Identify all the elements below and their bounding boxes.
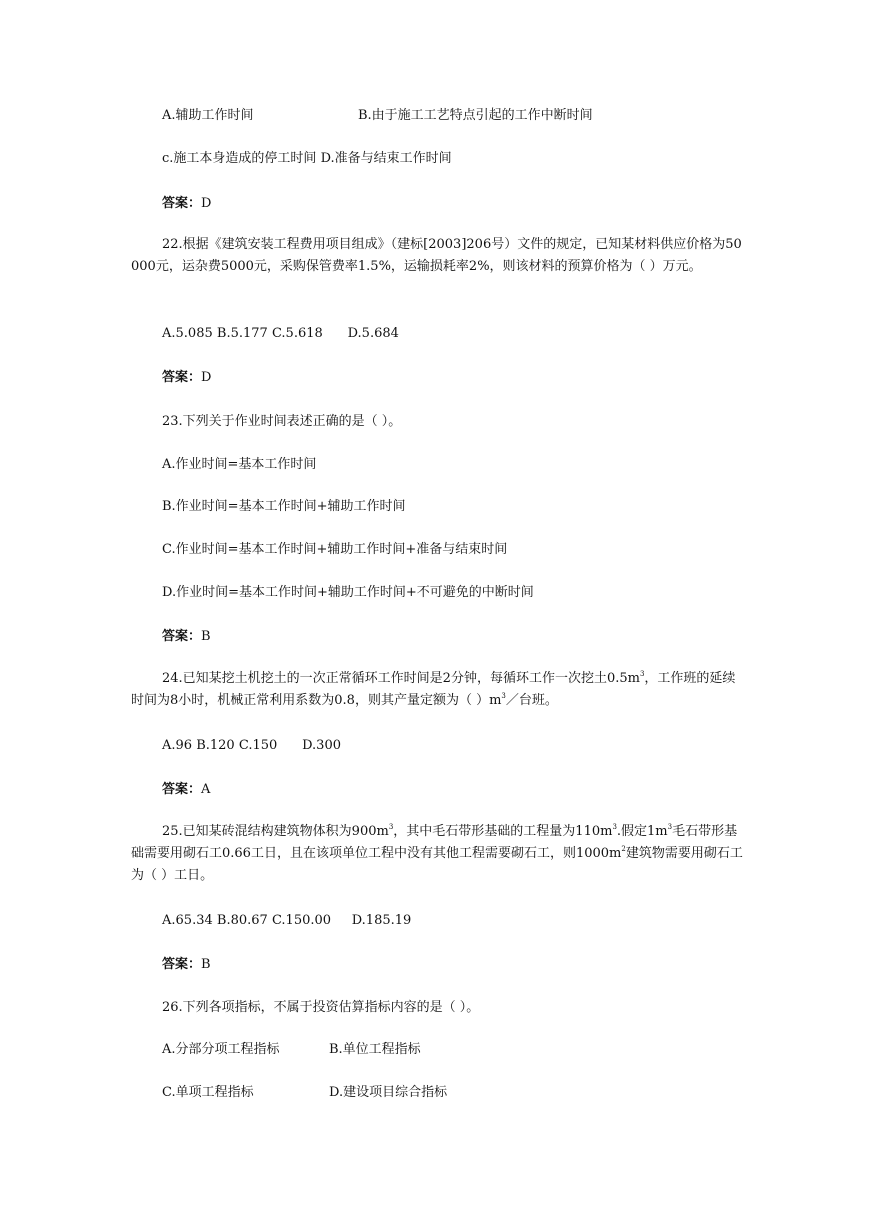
option: A.96 (162, 738, 193, 753)
answer-value: B (201, 629, 211, 644)
option: B.5.177 (216, 326, 268, 341)
q22-question: 22.根据《建筑安装工程费用项目组成》（建标[2003]206号）文件的规定，已知某材料供应价格为50 000元，运杂费5000元，采购保管费率1.5%，运输损耗率2%，则该材料的预算价格为（ ）万元。 (131, 237, 742, 274)
option: D.185.19 (351, 913, 412, 928)
q25-question (131, 821, 743, 887)
q25-text-4: 毛石带形基础需要用砌石工0.66工日，且在该项单位工程中没有其他工程需要砌石工，则1000m (131, 824, 738, 861)
q25-text-1: 25.已知某砖混结构建筑物体积为900m (162, 824, 389, 839)
answer-value: D (201, 370, 212, 385)
q24-text-3: ／台班。 (505, 693, 558, 708)
q21-options-row-2 (162, 150, 452, 168)
option: C.150.00 (271, 913, 332, 928)
q26-option-c: C.单项工程指标 (162, 1085, 254, 1100)
q26-option-d: D.建设项目综合指标 (329, 1085, 448, 1100)
q22-answer (162, 369, 211, 387)
superscript-3: 3 (388, 823, 394, 831)
q26-question: 26.下列各项指标，不属于投资估算指标内容的是（ ）。 (162, 1000, 480, 1015)
q25-text-5: 建筑物需要用砌石工为（ ）工日。 (131, 846, 743, 883)
answer-value: A (201, 782, 211, 797)
superscript-3: 3 (612, 823, 617, 831)
q21-option-b: B.由于施工工艺特点引起的工作中断时间 (358, 108, 593, 123)
q25-text-2: ，其中毛石带形基础的工程量为110m (393, 824, 613, 839)
option: D.5.684 (347, 326, 399, 341)
option: B.120 (196, 738, 235, 753)
q23-question: 23.下列关于作业时间表述正确的是（ ）。 (162, 414, 402, 429)
option: A.5.085 (162, 326, 213, 341)
option: A.65.34 (162, 913, 213, 928)
answer-label: 答案： (162, 629, 202, 644)
q23-option-a: A.作业时间=基本工作时间 (162, 457, 317, 472)
q26-option-a: A.分部分项工程指标 (162, 1042, 280, 1057)
option: C.5.618 (271, 326, 323, 341)
q22-options (162, 325, 399, 343)
q25-answer (162, 956, 211, 974)
answer-value: B (201, 957, 211, 972)
q24-question (131, 668, 743, 712)
q21-option-d: D.准备与结束工作时间 (320, 151, 452, 166)
option: B.80.67 (216, 913, 268, 928)
q25-options (162, 912, 411, 930)
answer-label: 答案： (162, 370, 202, 385)
option: C.150 (238, 738, 278, 753)
q24-answer (162, 781, 210, 799)
superscript-3: 3 (501, 692, 506, 700)
q25-text-3: .假定1m (616, 824, 668, 839)
q24-options (162, 737, 341, 755)
option: D.300 (302, 738, 341, 753)
q23-option-b: B.作业时间=基本工作时间+辅助工作时间 (162, 499, 406, 514)
q21-answer (162, 195, 211, 213)
q23-option-d: D.作业时间=基本工作时间+辅助工作时间+不可避免的中断时间 (162, 585, 534, 600)
superscript-3: 3 (639, 670, 645, 678)
q21-option-a: A.辅助工作时间 (162, 108, 254, 123)
q24-text-1: 24.已知某挖土机挖土的一次正常循环工作时间是2分钟，每循环工作一次挖土0.5m (162, 671, 640, 686)
q23-answer (162, 628, 211, 646)
q23-option-c: C.作业时间=基本工作时间+辅助工作时间+准备与结束时间 (162, 542, 508, 557)
answer-label: 答案： (162, 957, 202, 972)
answer-value: D (201, 196, 212, 211)
answer-label: 答案： (162, 782, 202, 797)
answer-label: 答案： (162, 196, 202, 211)
q21-option-c: c.施工本身造成的停工时间 (162, 151, 317, 166)
superscript-2: 2 (621, 845, 626, 853)
q24-text-2: ，工作班的延续时间为8小时，机械正常利用系数为0.8，则其产量定额为（ ）m (131, 671, 736, 708)
superscript-3: 3 (667, 823, 673, 831)
q26-option-b: B.单位工程指标 (329, 1042, 421, 1057)
